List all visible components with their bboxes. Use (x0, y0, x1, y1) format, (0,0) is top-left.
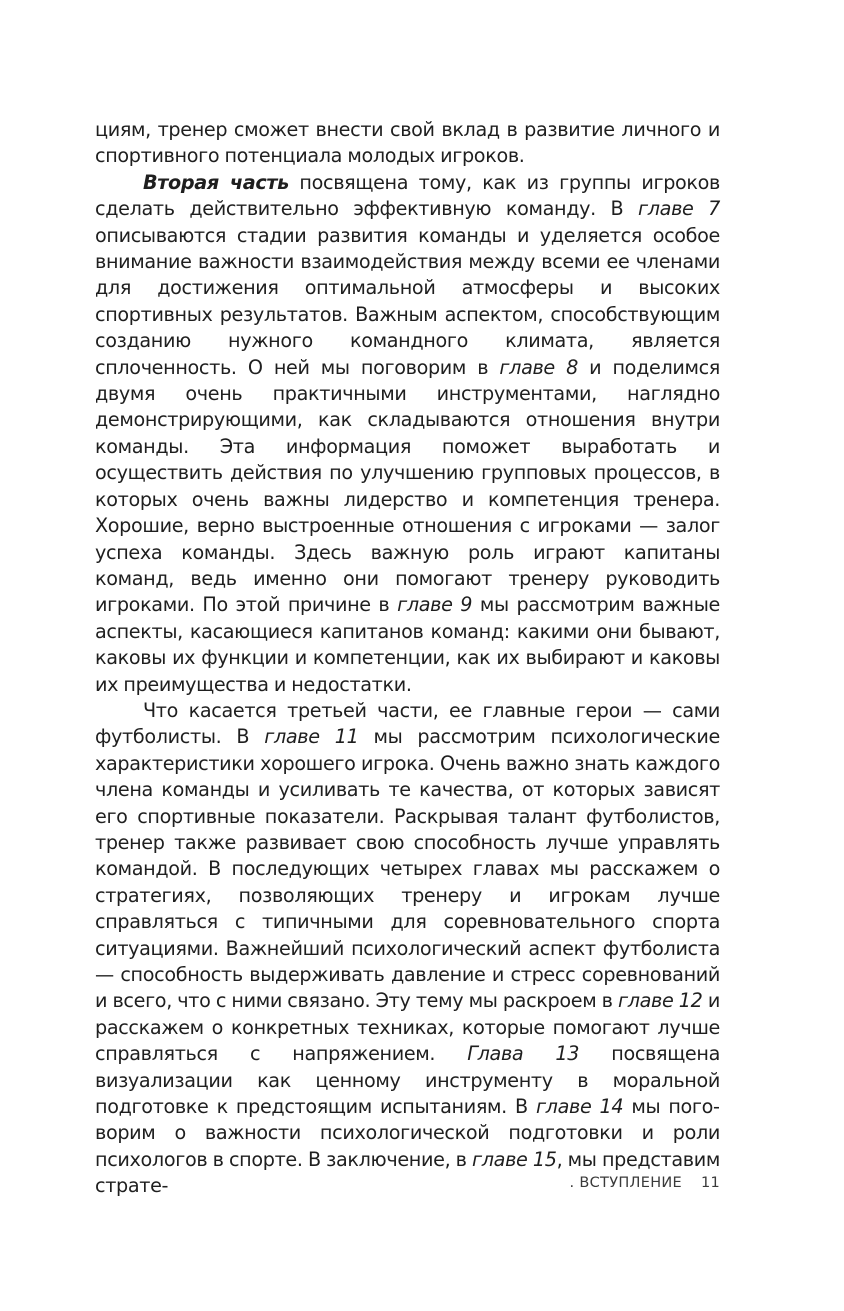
chapter-reference: главе 12 (617, 989, 703, 1013)
body-text: , мы представим страте- (95, 1147, 720, 1198)
body-text: мы рассмотрим психологические характеристики хорошего игрока. Очень важно знать каждого члена команды и усиливать те качества, от которых зависят его спортивные показатели. Раскрывая талант футболистов, тренер также развивает свою способность лучше управлять командой. В последующих четырех главах мы расскажем о стратегиях, позволяющих тренеру и игрокам лучше справляться с типичными для соревновательного спорта ситуациями. Важнейший психологический аспект футболиста — способность выдерживать давление и стресс соревнований и всего, что с ними связано. Эту тему мы раскроем в (95, 725, 720, 1013)
chapter-reference: главе 15 (472, 1147, 557, 1171)
body-text: мы поговорим о важности психологической подготовки и роли психологов в спорте. В заключение, в (95, 1095, 720, 1171)
chapter-reference: главе 11 (264, 725, 359, 749)
page-body (95, 117, 720, 1200)
body-text: Что касается третьей части, ее главные герои — сами футболисты. В (95, 698, 720, 749)
running-header-section: . ВСТУПЛЕНИЕ (569, 1175, 683, 1191)
page-number: 11 (700, 1175, 720, 1191)
body-text: посвящена визуализации как ценному инструменту в моральной подготовке к предстоящим испытаниям. В (95, 1042, 720, 1119)
chapter-reference: главе 7 (638, 197, 720, 221)
body-text: мы рассмотрим важные аспекты, касающиеся капитанов команд: какими они бывают, каковы их функции и компетенции, как их выбирают и каковы их преимущества и недостатки. (95, 593, 720, 696)
body-text: и поделимся двумя очень практичными инструментами, наглядно демонстрирующими, как складываются отношения внутри команды. Эта информация поможет выработать и осуществить действия по улучшению групповых процессов, в которых очень важны лидерство и компетенция тренера. Хорошие, верно выстроенные отношения с игроками — залог успеха команды. Здесь важную роль играют капитаны команд, ведь именно они помогают тренеру руководить игроками. По этой причине в (95, 355, 720, 617)
chapter-reference: главе 9 (397, 593, 473, 617)
chapter-reference: главе 14 (535, 1095, 624, 1119)
body-text: и расскажем о конкретных техниках, которые помогают лучше справляться с напряжением. (95, 989, 720, 1066)
chapter-reference: главе 8 (499, 355, 578, 379)
body-text: описываются стадии развития команды и уделяется особое внимание важности взаимодействия между всеми ее членами для достижения оптимальной атмосферы и высоких спортивных результатов. Важным аспектом, способствующим созданию нужного командного климата, является сплоченность. О ней мы поговорим в (95, 223, 720, 379)
chapter-reference: Глава 13 (467, 1042, 580, 1066)
body-text: посвящена тому, как из группы игроков сделать действительно эффективную команду. В (95, 170, 720, 221)
paragraph-part-two (95, 170, 720, 698)
body-text: циям, тренер сможет внести свой вклад в развитие личного и спортивного потенциала молодых игроков. (95, 118, 720, 168)
paragraph-continuation (95, 117, 720, 170)
paragraph-part-three (95, 698, 720, 1200)
page-footer (420, 1175, 720, 1191)
emphasis-text: Вторая часть (143, 170, 289, 194)
